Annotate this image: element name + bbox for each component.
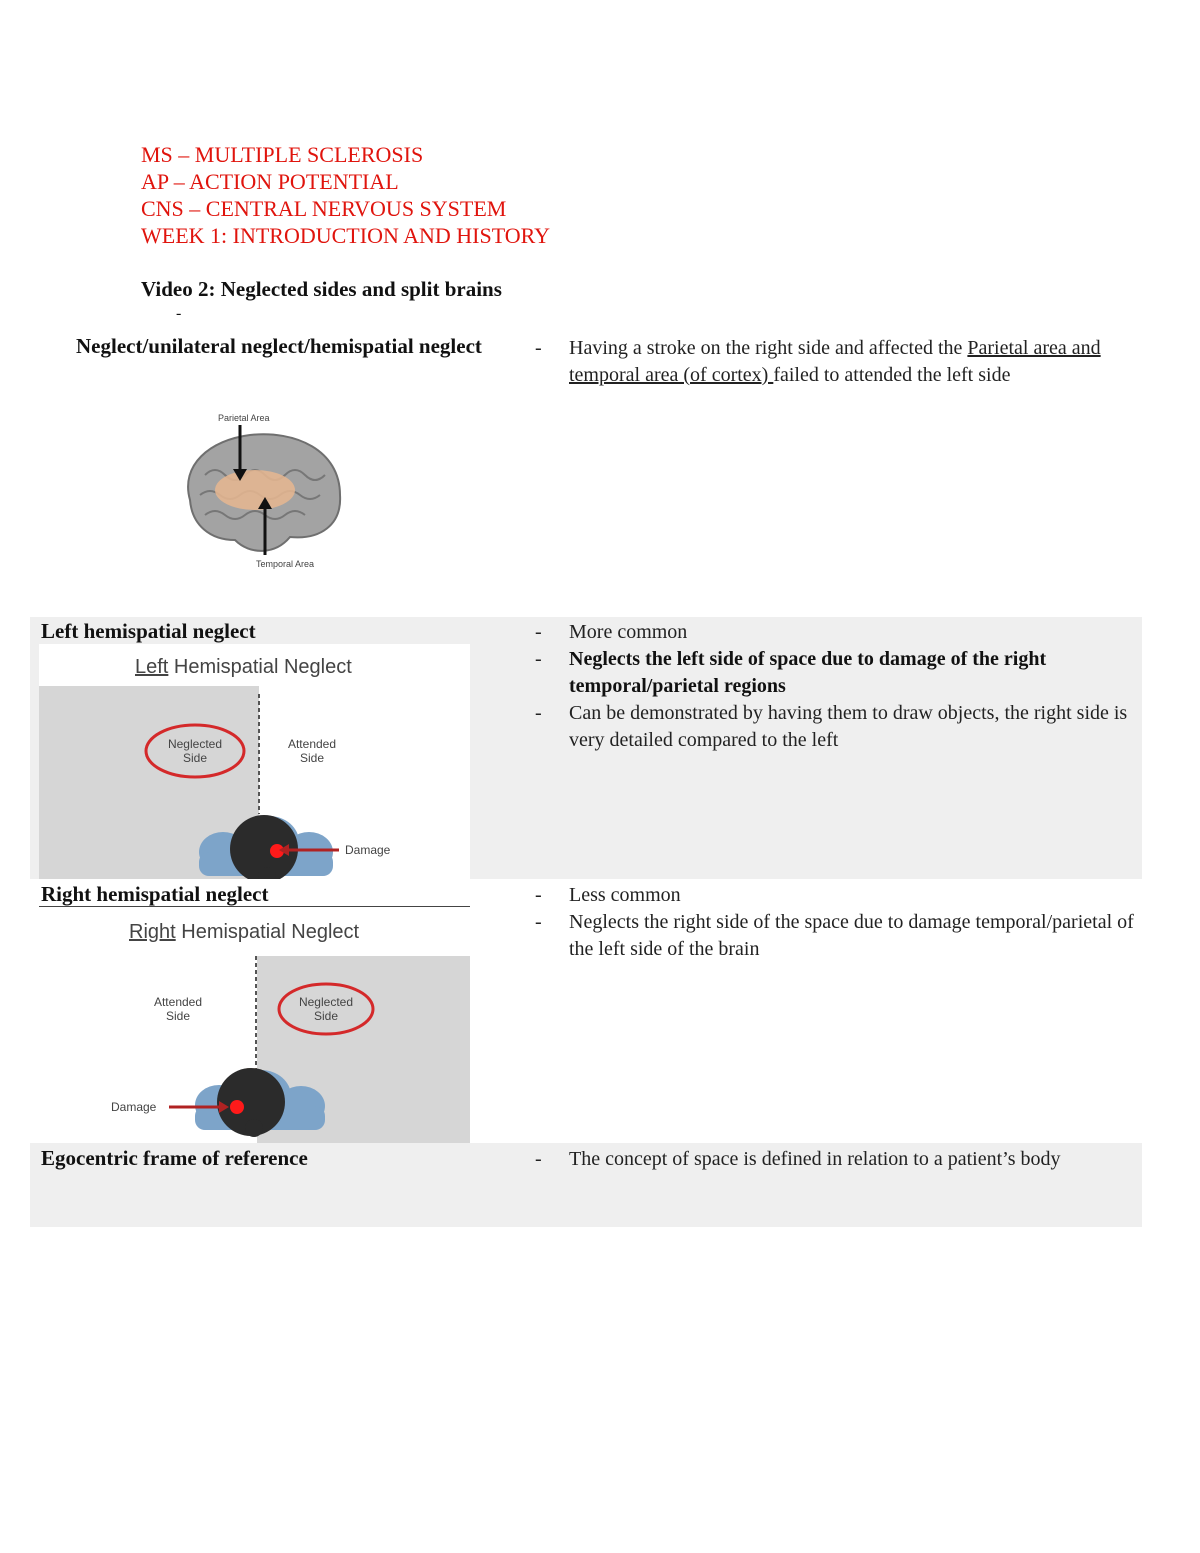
neglected-label-line1: Neglected: [167, 737, 223, 751]
neglected-label-line2: Side: [182, 751, 208, 765]
temporal-label: Temporal Area: [256, 559, 315, 569]
row-divider: [39, 906, 470, 907]
term-egocentric: Egocentric frame of reference: [41, 1146, 308, 1170]
list-item: - Neglects the right side of the space due to damage temporal/parietal of the left side of the brain: [535, 911, 1134, 960]
header-line-ms: MS – MULTIPLE SCLEROSIS: [141, 142, 424, 167]
left-neglect-figure: [39, 644, 470, 879]
term-left-neglect: Left hemispatial neglect: [41, 619, 256, 643]
damage-spot: [230, 1100, 244, 1114]
empty-bullet: -: [176, 305, 182, 322]
term-neglect: Neglect/unilateral neglect/hemispatial neglect: [76, 334, 482, 358]
list-item: - Less common: [535, 884, 681, 906]
bullets-left-neglect: [535, 619, 1135, 754]
brain-figure: [180, 405, 350, 575]
bullets-right-neglect: [535, 882, 1135, 963]
damage-label: Damage: [111, 1100, 157, 1114]
neglected-label-line2: Side: [313, 1009, 339, 1023]
highlighted-region: [215, 470, 295, 510]
term-right-neglect: Right hemispatial neglect: [41, 882, 269, 906]
attended-label-line1: Attended: [153, 995, 203, 1009]
damage-label: Damage: [345, 843, 391, 857]
list-item: - Can be demonstrated by having them to draw objects, the right side is very detailed compared to the left: [535, 702, 1128, 751]
list-item: - The concept of space is defined in relation to a patient’s body: [535, 1148, 1061, 1170]
header-line-cns: CNS – CENTRAL NERVOUS SYSTEM: [141, 196, 507, 221]
figure-title: Right Hemispatial Neglect: [129, 921, 360, 943]
list-item: - Neglects the left side of space due to damage of the right temporal/parietal regions: [535, 648, 1047, 697]
bullets-egocentric: [535, 1146, 1135, 1173]
list-item: - More common: [535, 621, 688, 643]
header-line-week: WEEK 1: INTRODUCTION AND HISTORY: [141, 223, 551, 248]
attended-label-line1: Attended: [287, 737, 337, 751]
bullets-neglect: [535, 335, 1135, 389]
video-title: Video 2: Neglected sides and split brains: [141, 277, 502, 301]
list-item: - Having a stroke on the right side and affected the Parietal area and temporal area (of cortex) failed to attended the left side: [535, 337, 1101, 386]
attended-label-line2: Side: [165, 1009, 191, 1023]
parietal-label: Parietal Area: [218, 413, 270, 423]
attended-label-line2: Side: [299, 751, 325, 765]
figure-title: Left Hemispatial Neglect: [135, 656, 352, 678]
neglected-label-line1: Neglected: [298, 995, 354, 1009]
right-neglect-figure: [39, 910, 470, 1143]
header-line-ap: AP – ACTION POTENTIAL: [141, 169, 399, 194]
